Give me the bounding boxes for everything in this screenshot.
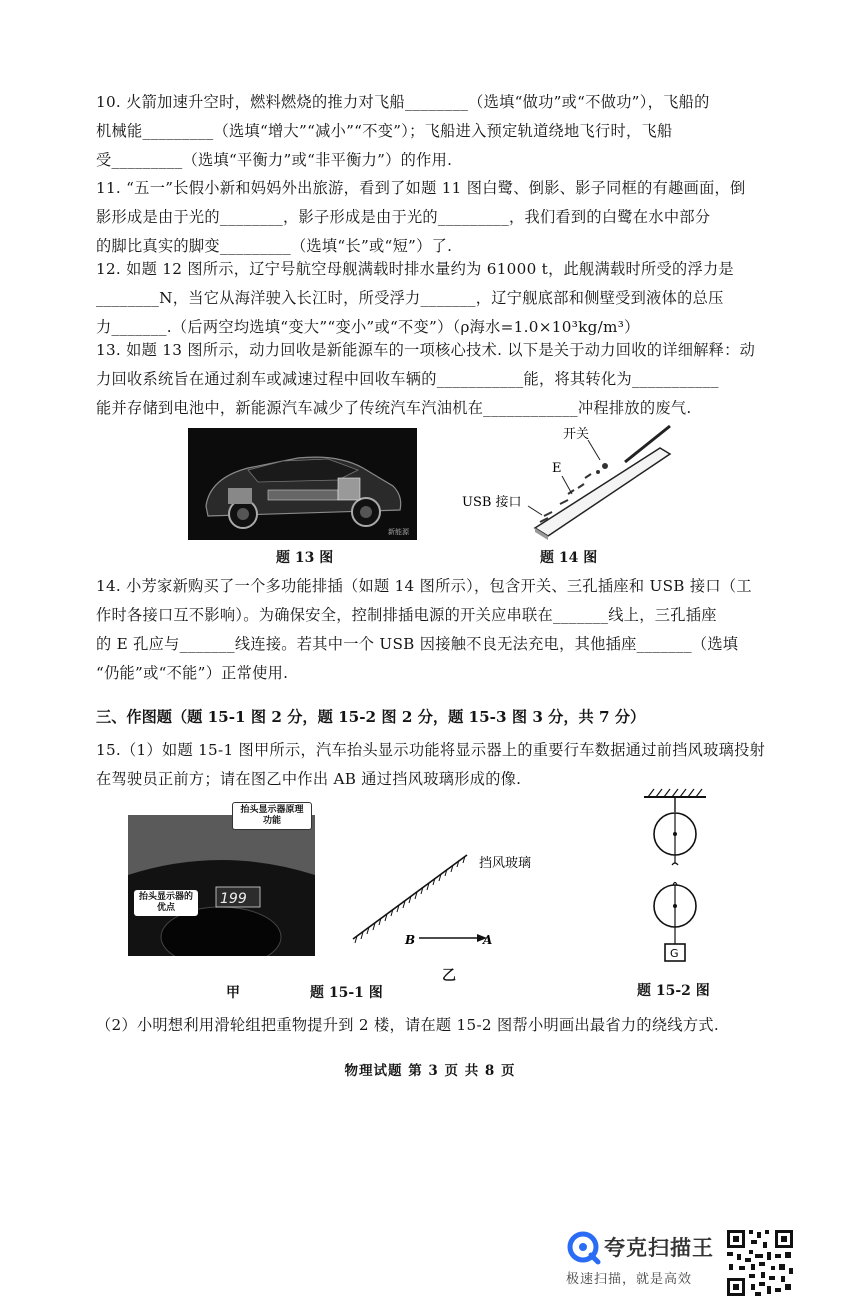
question-10 [96, 88, 776, 175]
figure-14-power-strip [460, 420, 680, 540]
question-line: ________N，当它从海洋驶入长江时，所受浮力_______，辽宁舰底部和侧壁受到液体的总压 [96, 289, 724, 307]
figure-15-1-jia-label: 甲 [226, 985, 240, 1001]
figure-15-2-pulley-system [640, 785, 710, 975]
question-line: 在驾驶员正前方；请在图乙中作出 AB 通过挡风玻璃形成的像. [96, 770, 522, 788]
brand-name: 夸克扫描王 [604, 1236, 714, 1260]
question-line: 机械能_________（选填“增大”“减小”“不变”）；飞船进入预定轨道绕地飞行时，飞船 [96, 122, 673, 140]
car-illustration [188, 428, 417, 540]
question-line: 的 E 孔应与_______线连接。若其中一个 USB 因接触不良无法充电，其他插座_______（选填 [96, 635, 739, 653]
question-line: 11. “五一”长假小新和妈妈外出旅游，看到了如题 11 图白鹭、倒影、影子同框的有趣画面，倒 [96, 179, 746, 197]
label-e: E [552, 461, 562, 476]
hud-photo-illustration [128, 815, 315, 956]
scanner-brand [562, 1228, 742, 1298]
question-15-2 [96, 1011, 776, 1040]
qr-code-icon [725, 1228, 795, 1298]
hud-display-number: 199 [220, 891, 247, 907]
windshield-label: 挡风玻璃 [479, 856, 532, 871]
question-line: 力_______.（后两空均选填“变大”“变小”或“不变”）（ρ海水=1.0×10³kg/m³） [96, 318, 640, 336]
watermark-text: 新能源 [388, 528, 409, 536]
question-13 [96, 336, 776, 423]
question-12 [96, 255, 776, 342]
question-11 [96, 174, 776, 261]
question-14 [96, 572, 776, 688]
question-line: 15.（1）如题 15-1 图甲所示，汽车抬头显示功能将显示器上的重要行车数据通过前挡风玻璃投射 [96, 741, 766, 759]
point-b-label: B [405, 933, 416, 947]
figure-15-1-photo [128, 815, 315, 956]
label-usb: USB 接口 [462, 495, 522, 510]
hud-tag-advantage-text: 抬头显示器的优点 [138, 892, 193, 913]
hud-tag-advantage [134, 890, 198, 916]
question-line: 10. 火箭加速升空时，燃料燃烧的推力对飞船________（选填“做功”或“不做功”），飞船的 [96, 93, 710, 111]
point-a-label: A [483, 933, 493, 947]
brand-slogan: 极速扫描，就是高效 [566, 1272, 693, 1287]
figure-13-car-image [188, 428, 417, 540]
question-line: 作时各接口互不影响）。为确保安全，控制排插电源的开关应串联在_______线上，三孔插座 [96, 606, 717, 624]
hud-tag-principle [232, 802, 312, 830]
question-line: “仍能”或“不能”）正常使用. [96, 664, 289, 682]
figure-15-1-windshield-diagram [345, 845, 545, 955]
question-line: （2）小明想利用滑轮组把重物提升到 2 楼，请在题 15-2 图帮小明画出最省力的绕线方式. [96, 1016, 719, 1034]
figure-14-caption: 题 14 图 [540, 550, 598, 566]
question-line: 的脚比真实的脚变_________（选填“长”或“短”）了. [96, 237, 453, 255]
label-switch: 开关 [563, 427, 590, 442]
question-line: 13. 如题 13 图所示，动力回收是新能源车的一项核心技术. 以下是关于动力回收的详细解释：动 [96, 341, 756, 359]
figure-15-1-yi-label: 乙 [442, 968, 456, 984]
figure-15-1-caption: 题 15-1 图 [310, 985, 383, 1001]
figure-15-2-caption: 题 15-2 图 [637, 983, 710, 999]
question-line: 受_________（选填“平衡力”或“非平衡力”）的作用. [96, 151, 453, 169]
question-line: 力回收系统旨在通过刹车或减速过程中回收车辆的___________能，将其转化为___________ [96, 370, 719, 388]
question-line: 14. 小芳家新购买了一个多功能排插（如题 14 图所示），包含开关、三孔插座和 USB 接口（工 [96, 577, 752, 595]
hud-tag-principle-text: 抬头显示器原理功能 [240, 805, 304, 826]
section-3-heading: 三、作图题（题 15-1 图 2 分，题 15-2 图 2 分，题 15-3 图 3 分，共 7 分） [96, 708, 646, 726]
weight-g-label: G [670, 947, 679, 960]
quark-logo-icon [566, 1230, 602, 1266]
figure-13-caption: 题 13 图 [276, 550, 334, 566]
question-line: 能并存储到电池中，新能源汽车减少了传统汽车汽油机在____________冲程排放的废气. [96, 399, 692, 417]
question-line: 影形成是由于光的________，影子形成是由于光的_________，我们看到的白鹭在水中部分 [96, 208, 711, 226]
question-line: 12. 如题 12 图所示，辽宁号航空母舰满载时排水量约为 61000 t，此舰满载时所受的浮力是 [96, 260, 734, 278]
page-footer: 物理试题 第 3 页 共 8 页 [344, 1063, 516, 1079]
